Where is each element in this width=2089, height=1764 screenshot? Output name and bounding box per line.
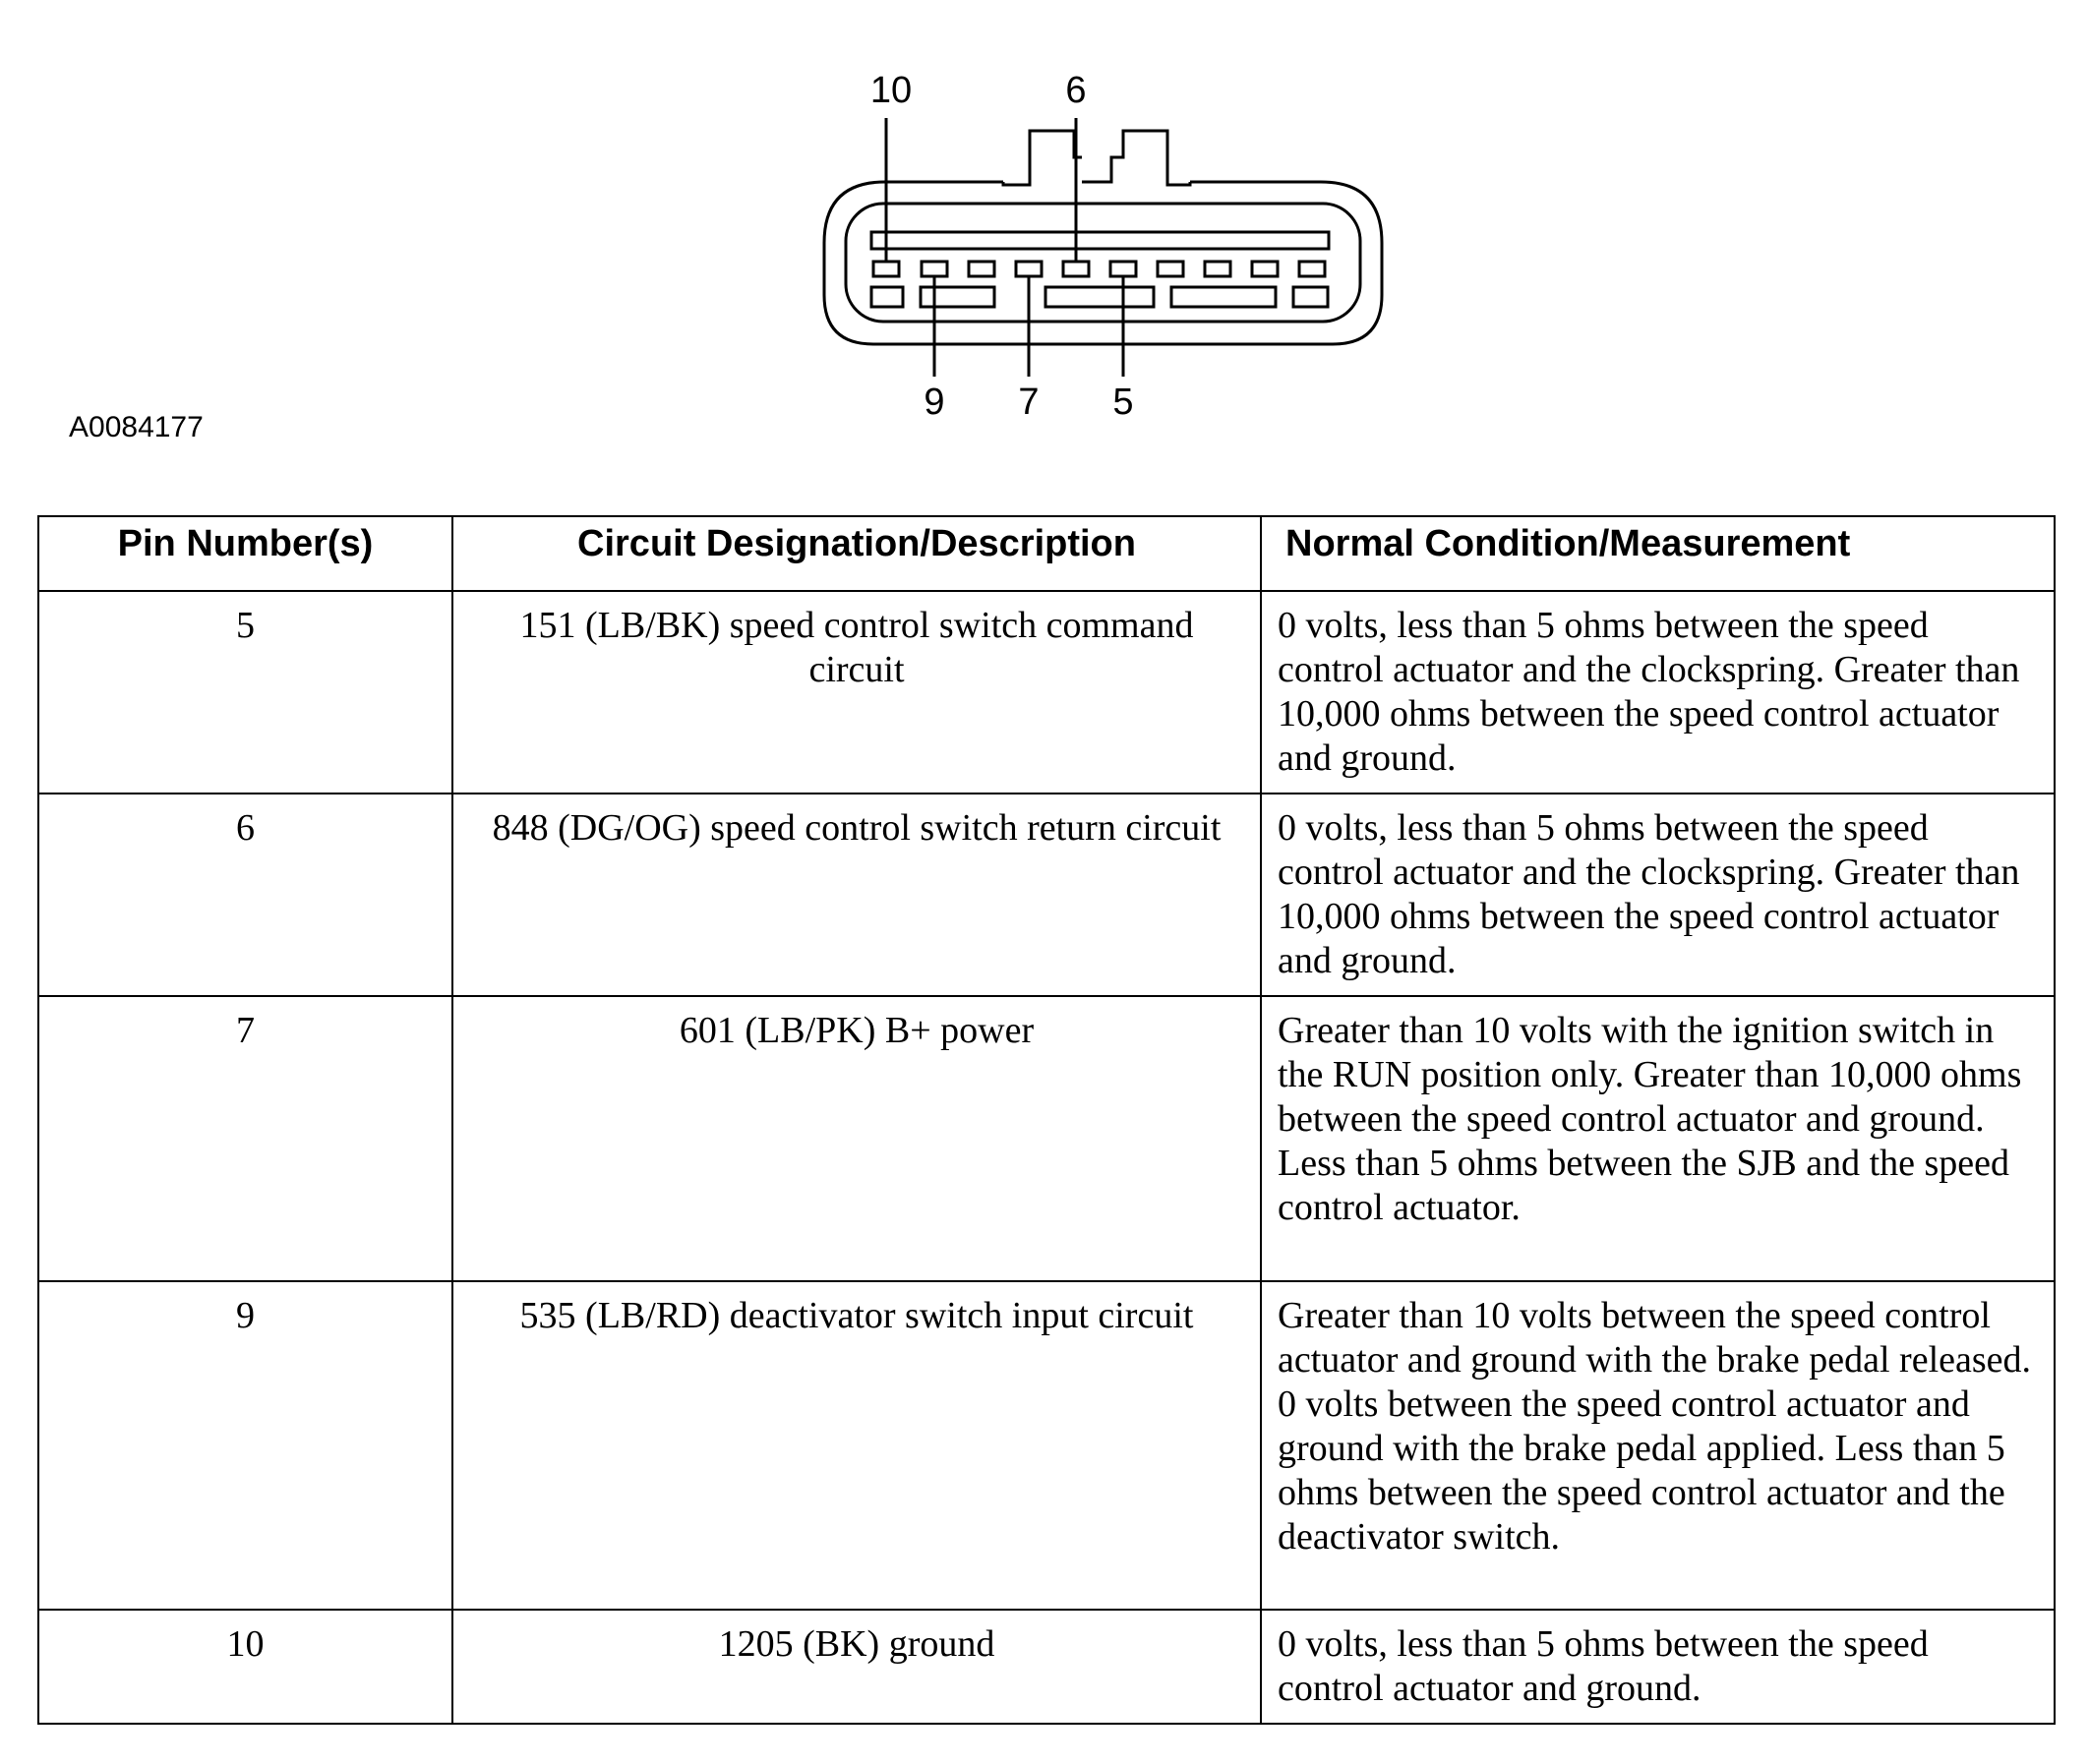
pin-cell: 5 xyxy=(38,591,452,794)
condition-cell: 0 volts, less than 5 ohms between the speed control actuator and the clockspring. Greater than 10,000 ohms between the speed control actuator and ground. xyxy=(1261,794,2055,996)
table-row xyxy=(38,1281,2055,1610)
circuit-cell: 535 (LB/RD) deactivator switch input circuit xyxy=(452,1281,1261,1610)
pin-cell: 6 xyxy=(38,794,452,996)
circuit-cell: 601 (LB/PK) B+ power xyxy=(452,996,1261,1281)
pin-cell: 9 xyxy=(38,1281,452,1610)
callout-pin-9: 9 xyxy=(924,382,945,423)
callout-pin-7: 7 xyxy=(1018,382,1040,423)
condition-cell: 0 volts, less than 5 ohms between the speed control actuator and ground. xyxy=(1261,1610,2055,1724)
circuit-cell: 151 (LB/BK) speed control switch command circuit xyxy=(452,591,1261,794)
pin-cell: 10 xyxy=(38,1610,452,1724)
condition-cell: Greater than 10 volts between the speed control actuator and ground with the brake pedal released. 0 volts between the speed control actuator and ground with the brake pedal applied. Less than 5 ohms between the speed control actuator and the deactivator switch. xyxy=(1261,1281,2055,1610)
header-pin-numbers: Pin Number(s) xyxy=(38,516,452,591)
circuit-cell: 848 (DG/OG) speed control switch return circuit xyxy=(452,794,1261,996)
table-row xyxy=(38,794,2055,996)
pin-cell: 7 xyxy=(38,996,452,1281)
table-row xyxy=(38,1610,2055,1724)
callout-pin-6: 6 xyxy=(1065,70,1087,111)
condition-cell: 0 volts, less than 5 ohms between the speed control actuator and the clockspring. Greater than 10,000 ohms between the speed control actuator and ground. xyxy=(1261,591,2055,794)
condition-cell: Greater than 10 volts with the ignition switch in the RUN position only. Greater than 10,000 ohms between the speed control actuator and ground. Less than 5 ohms between the SJB and the speed control actuator. xyxy=(1261,996,2055,1281)
callout-pin-5: 5 xyxy=(1112,382,1134,423)
table-header-row xyxy=(38,516,2055,591)
header-condition: Normal Condition/Measurement xyxy=(1261,516,2055,591)
connector-diagram xyxy=(0,0,2089,452)
figure-id: A0084177 xyxy=(69,411,204,443)
pin-table xyxy=(37,515,2056,1725)
table-row xyxy=(38,591,2055,794)
circuit-cell: 1205 (BK) ground xyxy=(452,1610,1261,1724)
callout-pin-10: 10 xyxy=(869,70,913,111)
table-row xyxy=(38,996,2055,1281)
header-circuit: Circuit Designation/Description xyxy=(452,516,1261,591)
